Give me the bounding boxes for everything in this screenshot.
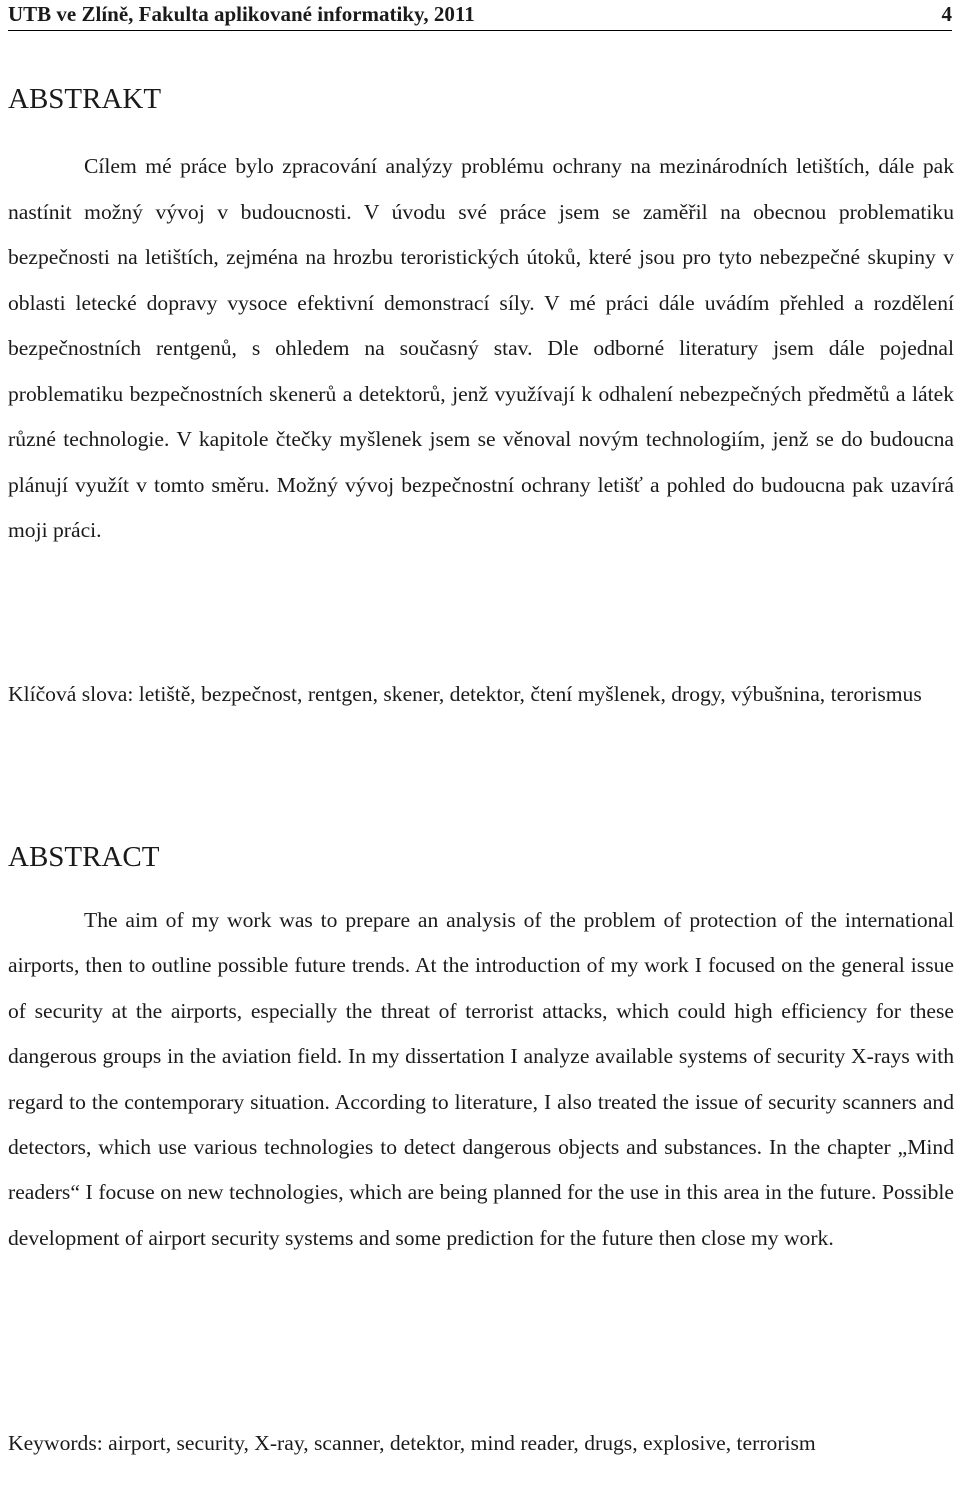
abstrakt-heading: ABSTRAKT [8,83,162,115]
abstrakt-body: Cílem mé práce bylo zpracování analýzy problému ochrany na mezinárodních letištích, dále pak nastínit možný vývoj v budoucnosti. V úvodu své práce jsem se zaměřil na obecnou problematiku bezpečnosti na letištích, zejména na hrozbu teroristických útoků, které jsou pro tyto nebezpečné skupiny v oblasti letecké dopravy vysoce efektivní demonstrací síly. V mé práci dále uvádím přehled a rozdělení bezpečnostních rentgenů, s ohledem na současný stav. Dle odborné literatury jsem dále pojednal problematiku bezpečnostních skenerů a detektorů, jenž využívají k odhalení nebezpečných předmětů a látek různé technologie. V kapitole čtečky myšlenek jsem se věnoval novým technologiím, jenž se do budoucna plánují využít v tomto směru. Možný vývoj bezpečnostní ochrany letišť a pohled do budoucna pak uzavírá moji práci. [8,154,954,542]
page-header [8,0,952,31]
page-number: 4 [941,2,952,26]
abstract-paragraph [8,898,954,1261]
abstrakt-paragraph [8,144,954,554]
header-title: UTB ve Zlíně, Fakulta aplikované informatiky, 2011 [8,2,475,26]
abstrakt-keywords: Klíčová slova: letiště, bezpečnost, rentgen, skener, detektor, čtení myšlenek, drogy, výbušnina, terorismus [8,682,922,706]
abstract-heading: ABSTRACT [8,841,160,873]
abstract-body: The aim of my work was to prepare an analysis of the problem of protection of the international airports, then to outline possible future trends. At the introduction of my work I focused on the general issue of security at the airports, especially the threat of terrorist attacks, which could high efficiency for these dangerous groups in the aviation field. In my dissertation I analyze available systems of security X-rays with regard to the contemporary situation. According to literature, I also treated the issue of security scanners and detectors, which use various technologies to detect dangerous objects and substances. In the chapter „Mind readers“ I focuse on new technologies, which are being planned for the use in this area in the future. Possible development of airport security systems and some prediction for the future then close my work. [8,908,954,1250]
abstract-keywords: Keywords: airport, security, X-ray, scanner, detektor, mind reader, drugs, explosive, terrorism [8,1431,816,1455]
